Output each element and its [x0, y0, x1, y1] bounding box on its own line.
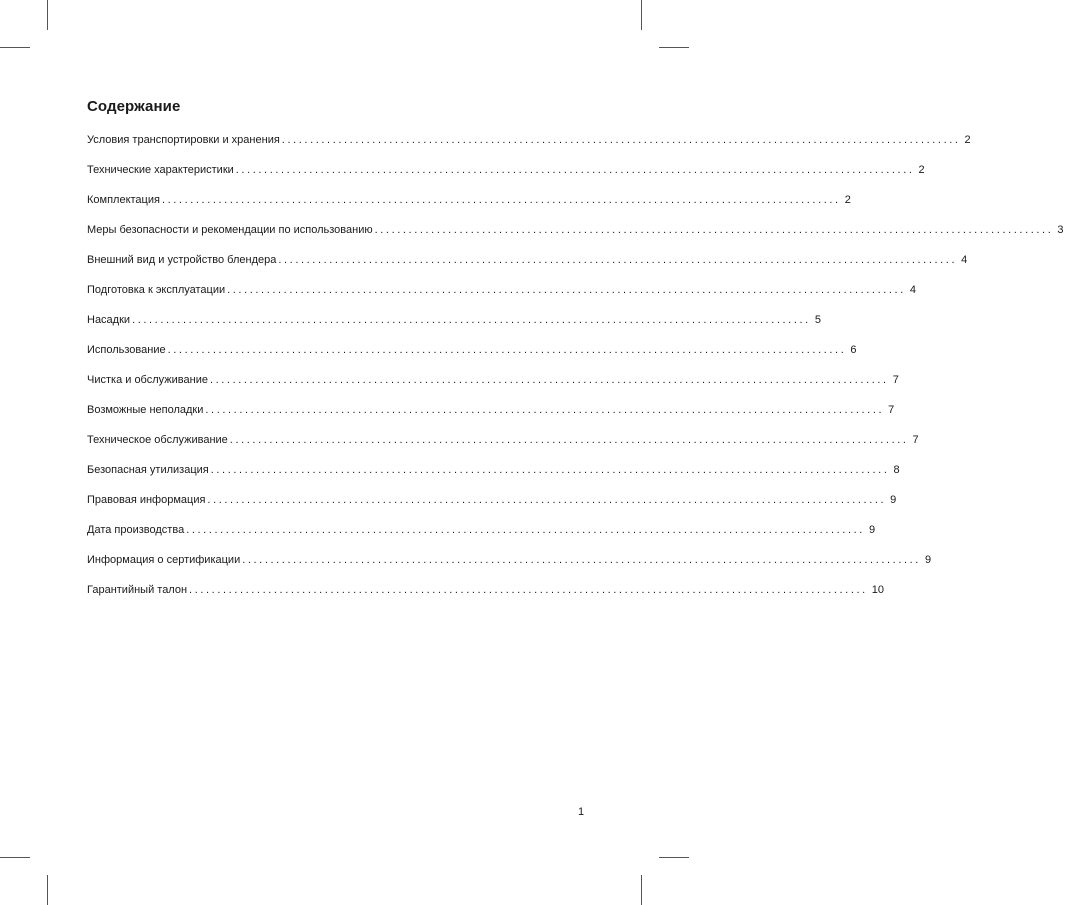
toc-entry-page: 10: [871, 584, 885, 596]
toc-leader-dots: ........................................................................................................................: [186, 524, 865, 536]
toc-entry-title: Дата производства: [87, 524, 185, 536]
toc-entry-title: Информация о сертификации: [87, 554, 241, 566]
toc-entry-page: 7: [892, 374, 899, 386]
toc-entry-title: Техническое обслуживание: [87, 434, 228, 446]
page-number: 1: [578, 806, 585, 818]
toc-entry[interactable]: [87, 554, 932, 584]
toc-leader-dots: ........................................................................................................................: [242, 554, 921, 566]
crop-mark-bottom-left: [47, 875, 48, 905]
toc-entry-title: Использование: [87, 344, 166, 356]
toc-leader-dots: ........................................................................................................................: [209, 374, 889, 386]
toc-entry-title: Меры безопасности и рекомендации по использованию: [87, 224, 373, 236]
toc-leader-dots: ........................................................................................................................: [207, 494, 887, 506]
table-of-contents: [87, 134, 1064, 614]
toc-entry-page: 7: [912, 434, 919, 446]
toc-entry-title: Условия транспортировки и хранения: [87, 134, 280, 146]
toc-entry-page: 4: [909, 284, 916, 296]
toc-leader-dots: ........................................................................................................................: [227, 284, 906, 296]
toc-entry-title: Гарантийный талон: [87, 584, 188, 596]
toc-entry-page: 6: [850, 344, 857, 356]
toc-entry-title: Безопасная утилизация: [87, 464, 209, 476]
toc-entry[interactable]: [87, 314, 821, 344]
toc-entry-page: 9: [868, 524, 876, 536]
toc-entry[interactable]: [87, 494, 897, 524]
toc-entry-title: Правовая информация: [87, 494, 206, 506]
toc-leader-dots: ........................................................................................................................: [235, 164, 915, 176]
toc-leader-dots: ........................................................................................................................: [278, 254, 958, 266]
toc-leader-dots: ........................................................................................................................: [132, 314, 811, 326]
toc-entry[interactable]: [87, 284, 916, 314]
crop-mark-right-bottom: [659, 857, 689, 858]
toc-entry[interactable]: [87, 584, 885, 614]
toc-entry-title: Насадки: [87, 314, 131, 326]
crop-mark-right-top: [659, 47, 689, 48]
toc-leader-dots: ........................................................................................................................: [167, 344, 847, 356]
toc-entry[interactable]: [87, 404, 895, 434]
toc-entry-page: 2: [844, 194, 851, 206]
toc-entry[interactable]: [87, 344, 857, 374]
toc-entry-page: 7: [888, 404, 895, 416]
toc-entry-title: Возможные неполадки: [87, 404, 204, 416]
toc-entry-page: 8: [893, 464, 900, 476]
toc-leader-dots: ........................................................................................................................: [229, 434, 909, 446]
toc-entry-page: 3: [1057, 224, 1064, 236]
toc-entry[interactable]: [87, 194, 851, 224]
crop-mark-left-bottom: [0, 857, 30, 858]
toc-entry-title: Комплектация: [87, 194, 160, 206]
toc-entry[interactable]: [87, 374, 899, 404]
crop-mark-top-left: [47, 0, 48, 30]
toc-entry[interactable]: [87, 434, 919, 464]
toc-entry-title: Технические характеристики: [87, 164, 234, 176]
toc-leader-dots: ........................................................................................................................: [205, 404, 885, 416]
toc-leader-dots: ........................................................................................................................: [374, 224, 1054, 236]
toc-entry[interactable]: [87, 224, 1064, 254]
toc-entry[interactable]: [87, 164, 925, 194]
toc-leader-dots: ........................................................................................................................: [161, 194, 841, 206]
toc-entry[interactable]: [87, 254, 968, 284]
toc-entry-page: 9: [890, 494, 897, 506]
toc-entry-title: Подготовка к эксплуатации: [87, 284, 226, 296]
toc-leader-dots: ........................................................................................................................: [281, 134, 961, 146]
toc-leader-dots: ........................................................................................................................: [189, 584, 868, 596]
toc-entry[interactable]: [87, 524, 876, 554]
toc-entry-page: 5: [814, 314, 821, 326]
toc-leader-dots: ........................................................................................................................: [210, 464, 890, 476]
toc-entry[interactable]: [87, 134, 971, 164]
crop-mark-top-right: [641, 0, 642, 30]
toc-entry-page: 9: [924, 554, 932, 566]
toc-entry-title: Чистка и обслуживание: [87, 374, 208, 386]
crop-mark-left-top: [0, 47, 30, 48]
toc-entry-title: Внешний вид и устройство блендера: [87, 254, 277, 266]
toc-entry-page: 4: [961, 254, 968, 266]
crop-mark-bottom-right: [641, 875, 642, 905]
page-title: Содержание: [87, 98, 181, 115]
toc-entry[interactable]: [87, 464, 900, 494]
toc-entry-page: 2: [964, 134, 971, 146]
toc-entry-page: 2: [918, 164, 925, 176]
